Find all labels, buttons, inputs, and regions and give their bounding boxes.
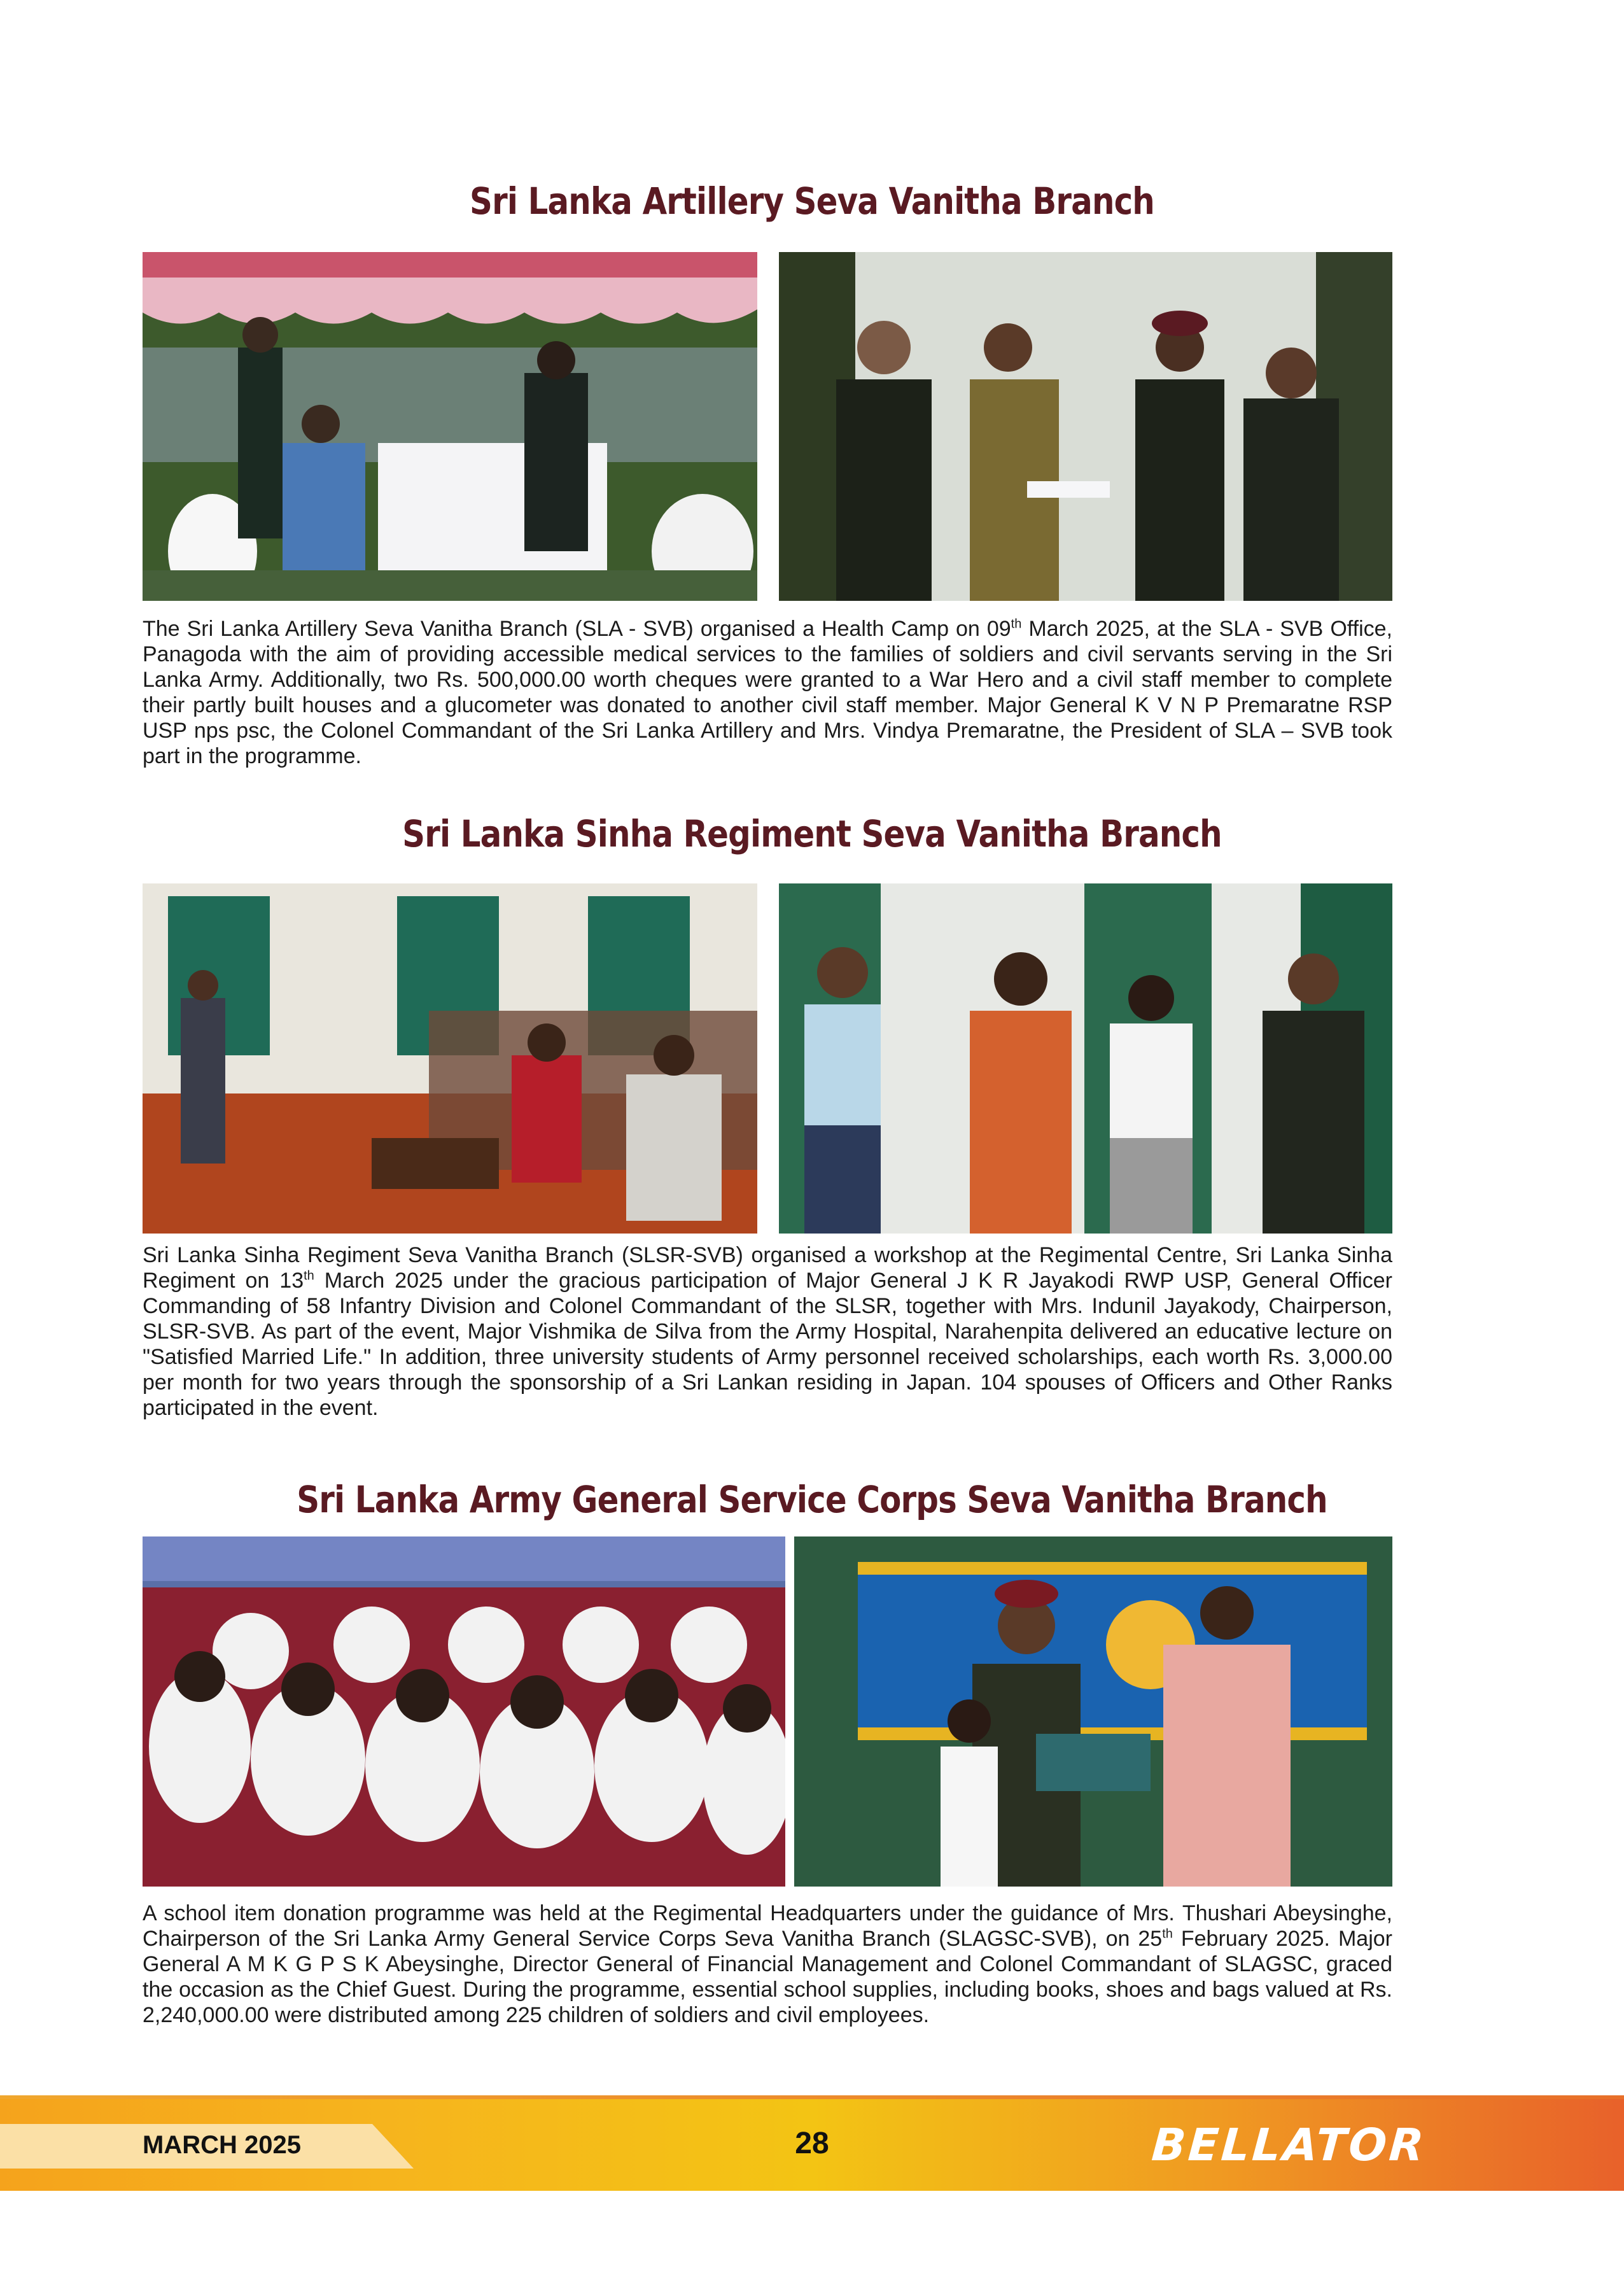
paragraph-gsc: A school item donation programme was held at the Regimental Headquarters under the guidance of Mrs. Thushari Abeysinghe, Chairperson of the Sri Lanka Army General Service Corps Seva Vanitha Branch (SLAGSC-SVB), on 25th February 2025. Major General A M K G P S K Abeysinghe, Director General of Financial Management and Colonel Commandant of SLAGSC, graced the occasion as the Chief Guest. During the programme, essential school supplies, including books, shoes and bags valued at Rs. 2,240,000.00 were distributed among 225 children of soldiers and civil employees. xyxy=(143,1901,1392,2027)
photo-school-children xyxy=(143,1536,785,1887)
section-heading-sinha: Sri Lanka Sinha Regiment Seva Vanitha Branch xyxy=(402,812,1222,855)
photo-scholarship-award xyxy=(779,883,1392,1234)
paragraph-sinha: Sri Lanka Sinha Regiment Seva Vanitha Branch (SLSR-SVB) organised a workshop at the Regimental Centre, Sri Lanka Sinha Regiment on 13th March 2025 under the gracious participation of Major General J K R Jayakodi RWP USP, General Officer Commanding of 58 Infantry Division and Colonel Commandant of the SLSR, together with Mrs. Indunil Jayakody, Chairperson, SLSR-SVB. As part of the event, Major Vishmika de Silva from the Army Hospital, Narahenpita delivered an educative lecture on "Satisfied Married Life." In addition, three university students of Army personnel received scholarships, each worth Rs. 3,000.00 per month for two years through the sponsorship of a Sri Lankan residing in Japan. 104 spouses of Officers and Other Ranks participated in the event. xyxy=(143,1243,1392,1420)
photo-workshop-lecture xyxy=(143,883,757,1234)
footer-month: MARCH 2025 xyxy=(143,2131,301,2159)
brand-logo: BELLATOR xyxy=(1150,2119,1428,2171)
section-heading-artillery: Sri Lanka Artillery Seva Vanitha Branch xyxy=(470,179,1154,223)
photo-cheque-presentation xyxy=(779,252,1392,601)
page-number: 28 xyxy=(795,2127,829,2160)
section-heading-gsc: Sri Lanka Army General Service Corps Seva Vanitha Branch xyxy=(297,1478,1327,1521)
photo-health-camp xyxy=(143,252,757,601)
paragraph-artillery: The Sri Lanka Artillery Seva Vanitha Branch (SLA - SVB) organised a Health Camp on 09th March 2025, at the SLA - SVB Office, Panagoda with the aim of providing accessible medical services to the families of soldiers and civil servants serving in the Sri Lanka Army. Additionally, two Rs. 500,000.00 worth cheques were granted to a War Hero and a civil staff member to complete their partly built houses and a glucometer was donated to another civil staff member. Major General K V N P Premaratne RSP USP nps psc, the Colonel Commandant of the Sri Lanka Artillery and Mrs. Vindya Premaratne, the President of SLA – SVB took part in the programme. xyxy=(143,617,1392,768)
photo-gift-presentation xyxy=(794,1536,1392,1887)
